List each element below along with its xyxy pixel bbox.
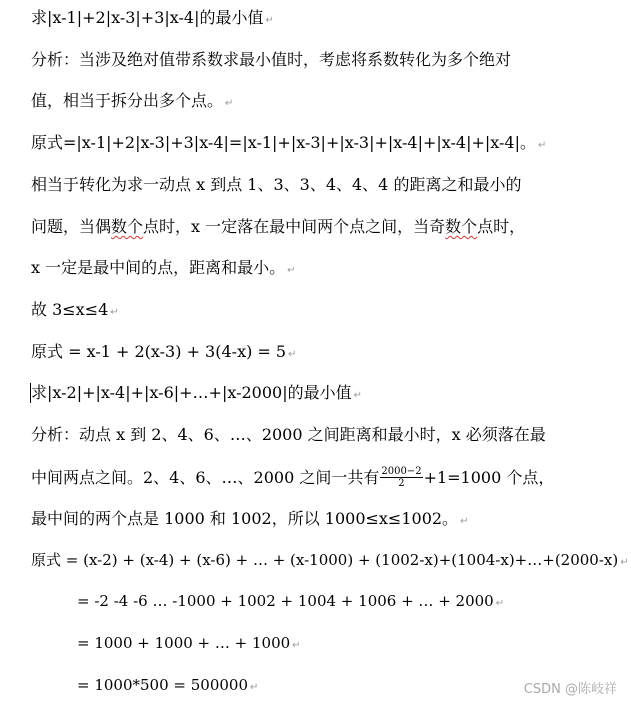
derivation-2-line-4: = 1000*500 = 500000 ↵ [77, 676, 259, 694]
analysis-1-line-1: 分析：当涉及绝对值带系数求最小值时，考虑将系数转化为多个绝对 [31, 50, 512, 69]
expression-1-rewrite: 原式=|x-1|+2|x-3|+3|x-4|=|x-1|+|x-3|+|x-3|+|x-4|+|x-4|+|x-4|。 ↵ [31, 133, 547, 152]
paragraph-mark-icon: ↵ [225, 98, 234, 109]
spellcheck-underline: 数个 [111, 217, 144, 236]
derivation-2-line-1: 原式 = (x-2) + (x-4) + (x-6) + … + (x-1000) + (1002-x)+(1004-x)+…+(2000-x) ↵ [31, 551, 629, 569]
problem-2-title: 求|x-2|+|x-4|+|x-6|+…+|x-2000|的最小值 ↵ [31, 383, 362, 402]
paragraph-mark-icon: ↵ [495, 598, 505, 609]
derivation-2-line-3: = 1000 + 1000 + … + 1000 ↵ [77, 634, 301, 652]
paragraph-mark-icon: ↵ [538, 140, 547, 151]
paragraph-mark-icon: ↵ [287, 265, 296, 276]
explanation-line-1: 相当于转化为求一动点 x 到点 1、3、3、4、4、4 的距离之和最小的 [31, 175, 522, 194]
paragraph-mark-icon: ↵ [110, 307, 119, 318]
fraction: $\frac{2000-2}{2}$ [381, 466, 422, 489]
spellcheck-underline: 数个 [445, 217, 478, 236]
derivation-2-line-2: = -2 -4 -6 … -1000 + 1002 + 1004 + 1006 + … + 2000 ↵ [77, 592, 505, 610]
analysis-1-line-2: 值，相当于拆分出多个点。 ↵ [31, 91, 234, 110]
paragraph-mark-icon: ↵ [620, 557, 629, 568]
analysis-2-line-1: 分析：动点 x 到 2、4、6、…、2000 之间距离和最小时，x 必须落在最 [31, 425, 546, 444]
analysis-2-line-2: 中间两点之间。2、4、6、…、2000 之间一共有 $\frac{2000-2}{2}$ +1=1000 个点， [31, 466, 555, 489]
paragraph-mark-icon: ↵ [250, 682, 259, 693]
explanation-line-2: 问题，当偶数个点时，x 一定落在最中间两个点之间，当奇数个点时， [31, 217, 526, 236]
paragraph-mark-icon: ↵ [288, 349, 297, 360]
watermark: CSDN @陈岐祥 [523, 682, 617, 697]
conclusion-1-range: 故 3≤x≤4 ↵ [31, 300, 119, 319]
paragraph-mark-icon: ↵ [265, 15, 274, 26]
result-1: 原式 = x-1 + 2(x-3) + 3(4-x) = 5 ↵ [31, 342, 297, 361]
paragraph-mark-icon: ↵ [353, 390, 362, 401]
paragraph-mark-icon: ↵ [292, 640, 301, 651]
explanation-line-3: x 一定是最中间的点，距离和最小。 ↵ [31, 258, 296, 277]
analysis-2-line-3: 最中间的两个点是 1000 和 1002，所以 1000≤x≤1002。 ↵ [31, 509, 469, 528]
paragraph-mark-icon: ↵ [460, 516, 469, 527]
problem-1-title: 求|x-1|+2|x-3|+3|x-4|的最小值 ↵ [31, 8, 274, 27]
